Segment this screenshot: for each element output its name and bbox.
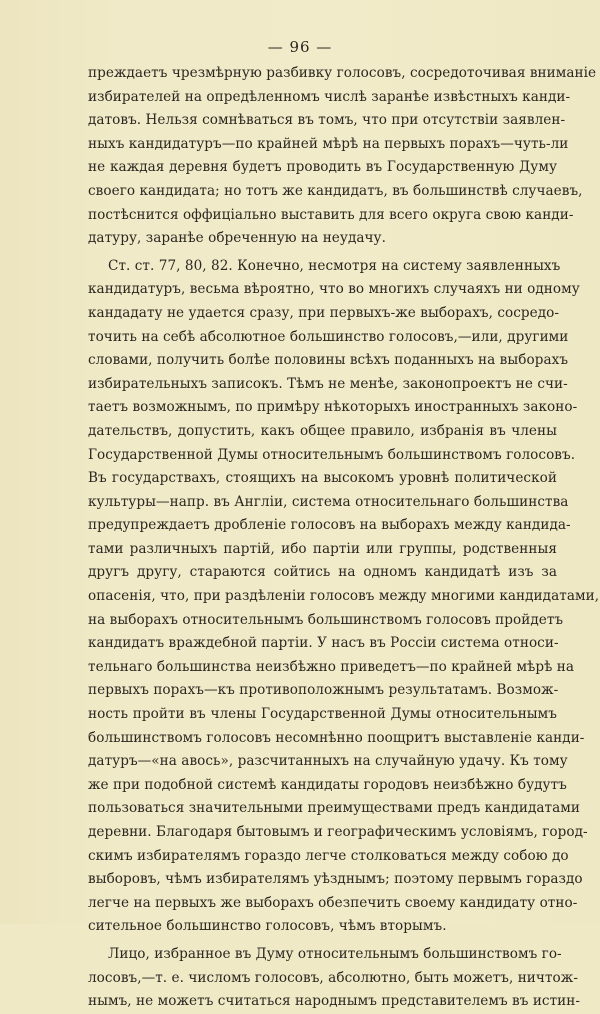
text-line: нымъ, не можетъ считаться народнымъ представителемъ въ истин- [88,993,581,1010]
text-line: Лицо, избранное въ Думу относительнымъ большинствомъ го- [108,945,562,962]
text-line: своего кандидата; но тотъ же кандидатъ, въ большинствѣ случаевъ, [88,182,583,199]
text-line: тельнаго большинства неизбѣжно приведетъ—по крайней мѣрѣ на [88,658,575,675]
paragraph-1 [88,62,597,251]
text-line: ныхъ кандидатуръ—по крайней мѣрѣ на первыхъ порахъ—чуть-ли [88,135,569,152]
text-line: культуры—напр. въ Англіи, система относительнаго большинства [88,493,569,510]
text-line: точить на себѣ абсолютное большинство голосовъ,—или, другими [88,328,569,345]
text-line: Государственной Думы относительнымъ большинствомъ голосовъ. [88,446,576,463]
text-line: выборовъ, чѣмъ избирателямъ уѣзднымъ; поэтому первымъ гораздо [88,871,583,888]
page-number: — 96 — [267,38,333,56]
text-line: легче на первыхъ же выборахъ обезпечить своему кандидату отно- [88,894,578,911]
text-line: деревни. Благодаря бытовымъ и географическимъ условіямъ, город- [88,824,588,840]
text-line: лосовъ,—т. е. числомъ голосовъ, абсолютно, быть можетъ, ничтож- [88,969,578,986]
paragraph-2 [88,255,600,939]
text-line: кандидатъ враждебной партіи. У насъ въ Россіи система относи- [88,635,559,652]
text-line: другъ другу, стараются сойтись на одномъ кандидатѣ изъ за [88,564,557,581]
text-line: избирателей на опредѣленномъ числѣ заранѣе извѣстныхъ канди- [88,88,571,105]
text-line: на выборахъ относительнымъ большинствомъ голосовъ пройдетъ [88,611,564,628]
text-line: тами различныхъ партій, ибо партіи или группы, родственныя [88,540,557,557]
text-line: первыхъ порахъ—къ противоположнымъ результатамъ. Возмож- [88,682,559,699]
text-line: словами, получить болѣе половины всѣхъ поданныхъ на выборахъ [88,352,569,369]
text-line: же при подобной системѣ кандидаты городовъ неизбѣжно будутъ [88,776,567,793]
text-line: датуру, заранѣе обреченную на неудачу. [88,230,386,247]
paragraph-3 [88,943,581,1014]
text-line: датовъ. Нельзя сомнѣваться въ томъ, что при отсутствіи заявлен- [88,112,566,129]
text-line: скимъ избирателямъ гораздо легче столковаться между собою до [88,847,569,864]
text-line: преждаетъ чрезмѣрную разбивку голосовъ, сосредоточивая вниманіе [88,65,597,81]
text-line: кандадату не удается сразу, при первыхъ-же выборахъ, сосредо- [88,304,560,321]
text-line: кандидатуръ, весьма вѣроятно, что во многихъ случаяхъ ни одному [88,281,580,298]
text-line: сительное большинство голосовъ, чѣмъ вторымъ. [88,918,447,935]
body-text [88,62,600,1014]
text-line: дательствъ, допустить, какъ общее правило, избранія въ члены [88,422,557,439]
text-line: большинствомъ голосовъ несомнѣнно поощритъ выставленіе канди- [88,729,585,746]
text-line: пользоваться значительными преимуществами предъ кандидатами [88,800,581,817]
text-line: Въ государствахъ, стоящихъ на высокомъ уровнѣ политической [88,470,557,487]
text-line: опасенія, что, при раздѣленіи голосовъ между многими кандидатами, [88,588,600,605]
text-line: таетъ возможнымъ, по примѣру нѣкоторыхъ иностранныхъ законо- [88,399,578,416]
text-line: датуръ—«на авось», разсчитанныхъ на случайную удачу. Къ тому [88,753,568,770]
text-line: постѣснится оффиціально выставить для всего округа свою канди- [88,206,574,223]
text-line: предупреждаетъ дробленіе голосовъ на выборахъ между кандида- [88,517,571,534]
text-line: Ст. ст. 77, 80, 82. Конечно, несмотря на систему заявленныхъ [108,257,561,274]
text-line: избирательныхъ записокъ. Тѣмъ не менѣе, законопроектъ не счи- [88,375,568,392]
text-line: не каждая деревня будетъ проводить въ Государственную Думу [88,159,557,176]
text-line: ность пройти въ члены Государственной Думы относительнымъ [88,706,557,723]
